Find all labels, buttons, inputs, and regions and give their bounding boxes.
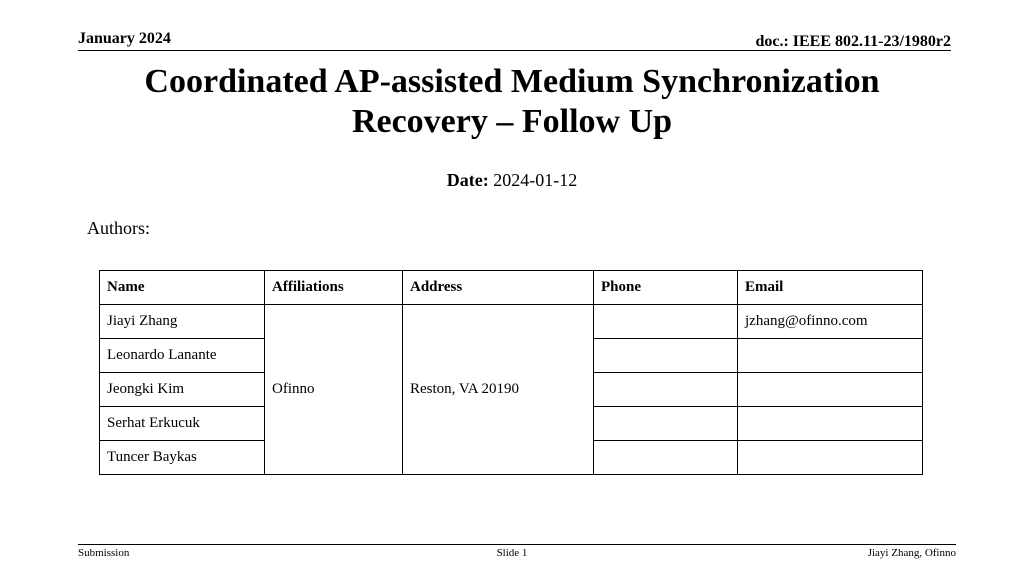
header-date: January 2024	[78, 30, 171, 47]
column-header-email: Email	[738, 271, 923, 305]
column-header-affiliations: Affiliations	[265, 271, 403, 305]
date-value: 2024-01-12	[493, 170, 578, 190]
author-name: Serhat Erkucuk	[100, 407, 265, 441]
table-header-row	[100, 271, 923, 305]
footer-divider	[78, 544, 956, 545]
author-name: Jeongki Kim	[100, 373, 265, 407]
author-phone	[594, 441, 738, 475]
slide-title-line-1: Coordinated AP-assisted Medium Synchronization	[144, 63, 880, 100]
footer-submission: Submission	[78, 547, 130, 559]
author-email: jzhang@ofinno.com	[738, 305, 923, 339]
authors-table	[99, 270, 923, 475]
footer-author: Jiayi Zhang, Ofinno	[867, 547, 956, 559]
table-row	[100, 305, 923, 339]
author-email	[738, 441, 923, 475]
date-line	[0, 170, 1024, 191]
author-phone	[594, 305, 738, 339]
author-name: Jiayi Zhang	[100, 305, 265, 339]
author-address: Reston, VA 20190	[403, 305, 594, 475]
author-phone	[594, 339, 738, 373]
author-email	[738, 407, 923, 441]
author-email	[738, 339, 923, 373]
column-header-address: Address	[403, 271, 594, 305]
slide-title-line-2: Recovery – Follow Up	[351, 103, 673, 140]
author-email	[738, 373, 923, 407]
author-name: Tuncer Baykas	[100, 441, 265, 475]
slide-title	[0, 62, 1024, 142]
date-label: Date:	[446, 170, 489, 190]
author-affiliation: Ofinno	[265, 305, 403, 475]
header-doc-id: doc.: IEEE 802.11-23/1980r2	[755, 33, 951, 50]
author-phone	[594, 373, 738, 407]
author-phone	[594, 407, 738, 441]
column-header-name: Name	[100, 271, 265, 305]
column-header-phone: Phone	[594, 271, 738, 305]
footer-slide-number: Slide 1	[496, 547, 528, 559]
header-divider	[78, 50, 951, 51]
author-name: Leonardo Lanante	[100, 339, 265, 373]
authors-label: Authors:	[87, 218, 150, 238]
